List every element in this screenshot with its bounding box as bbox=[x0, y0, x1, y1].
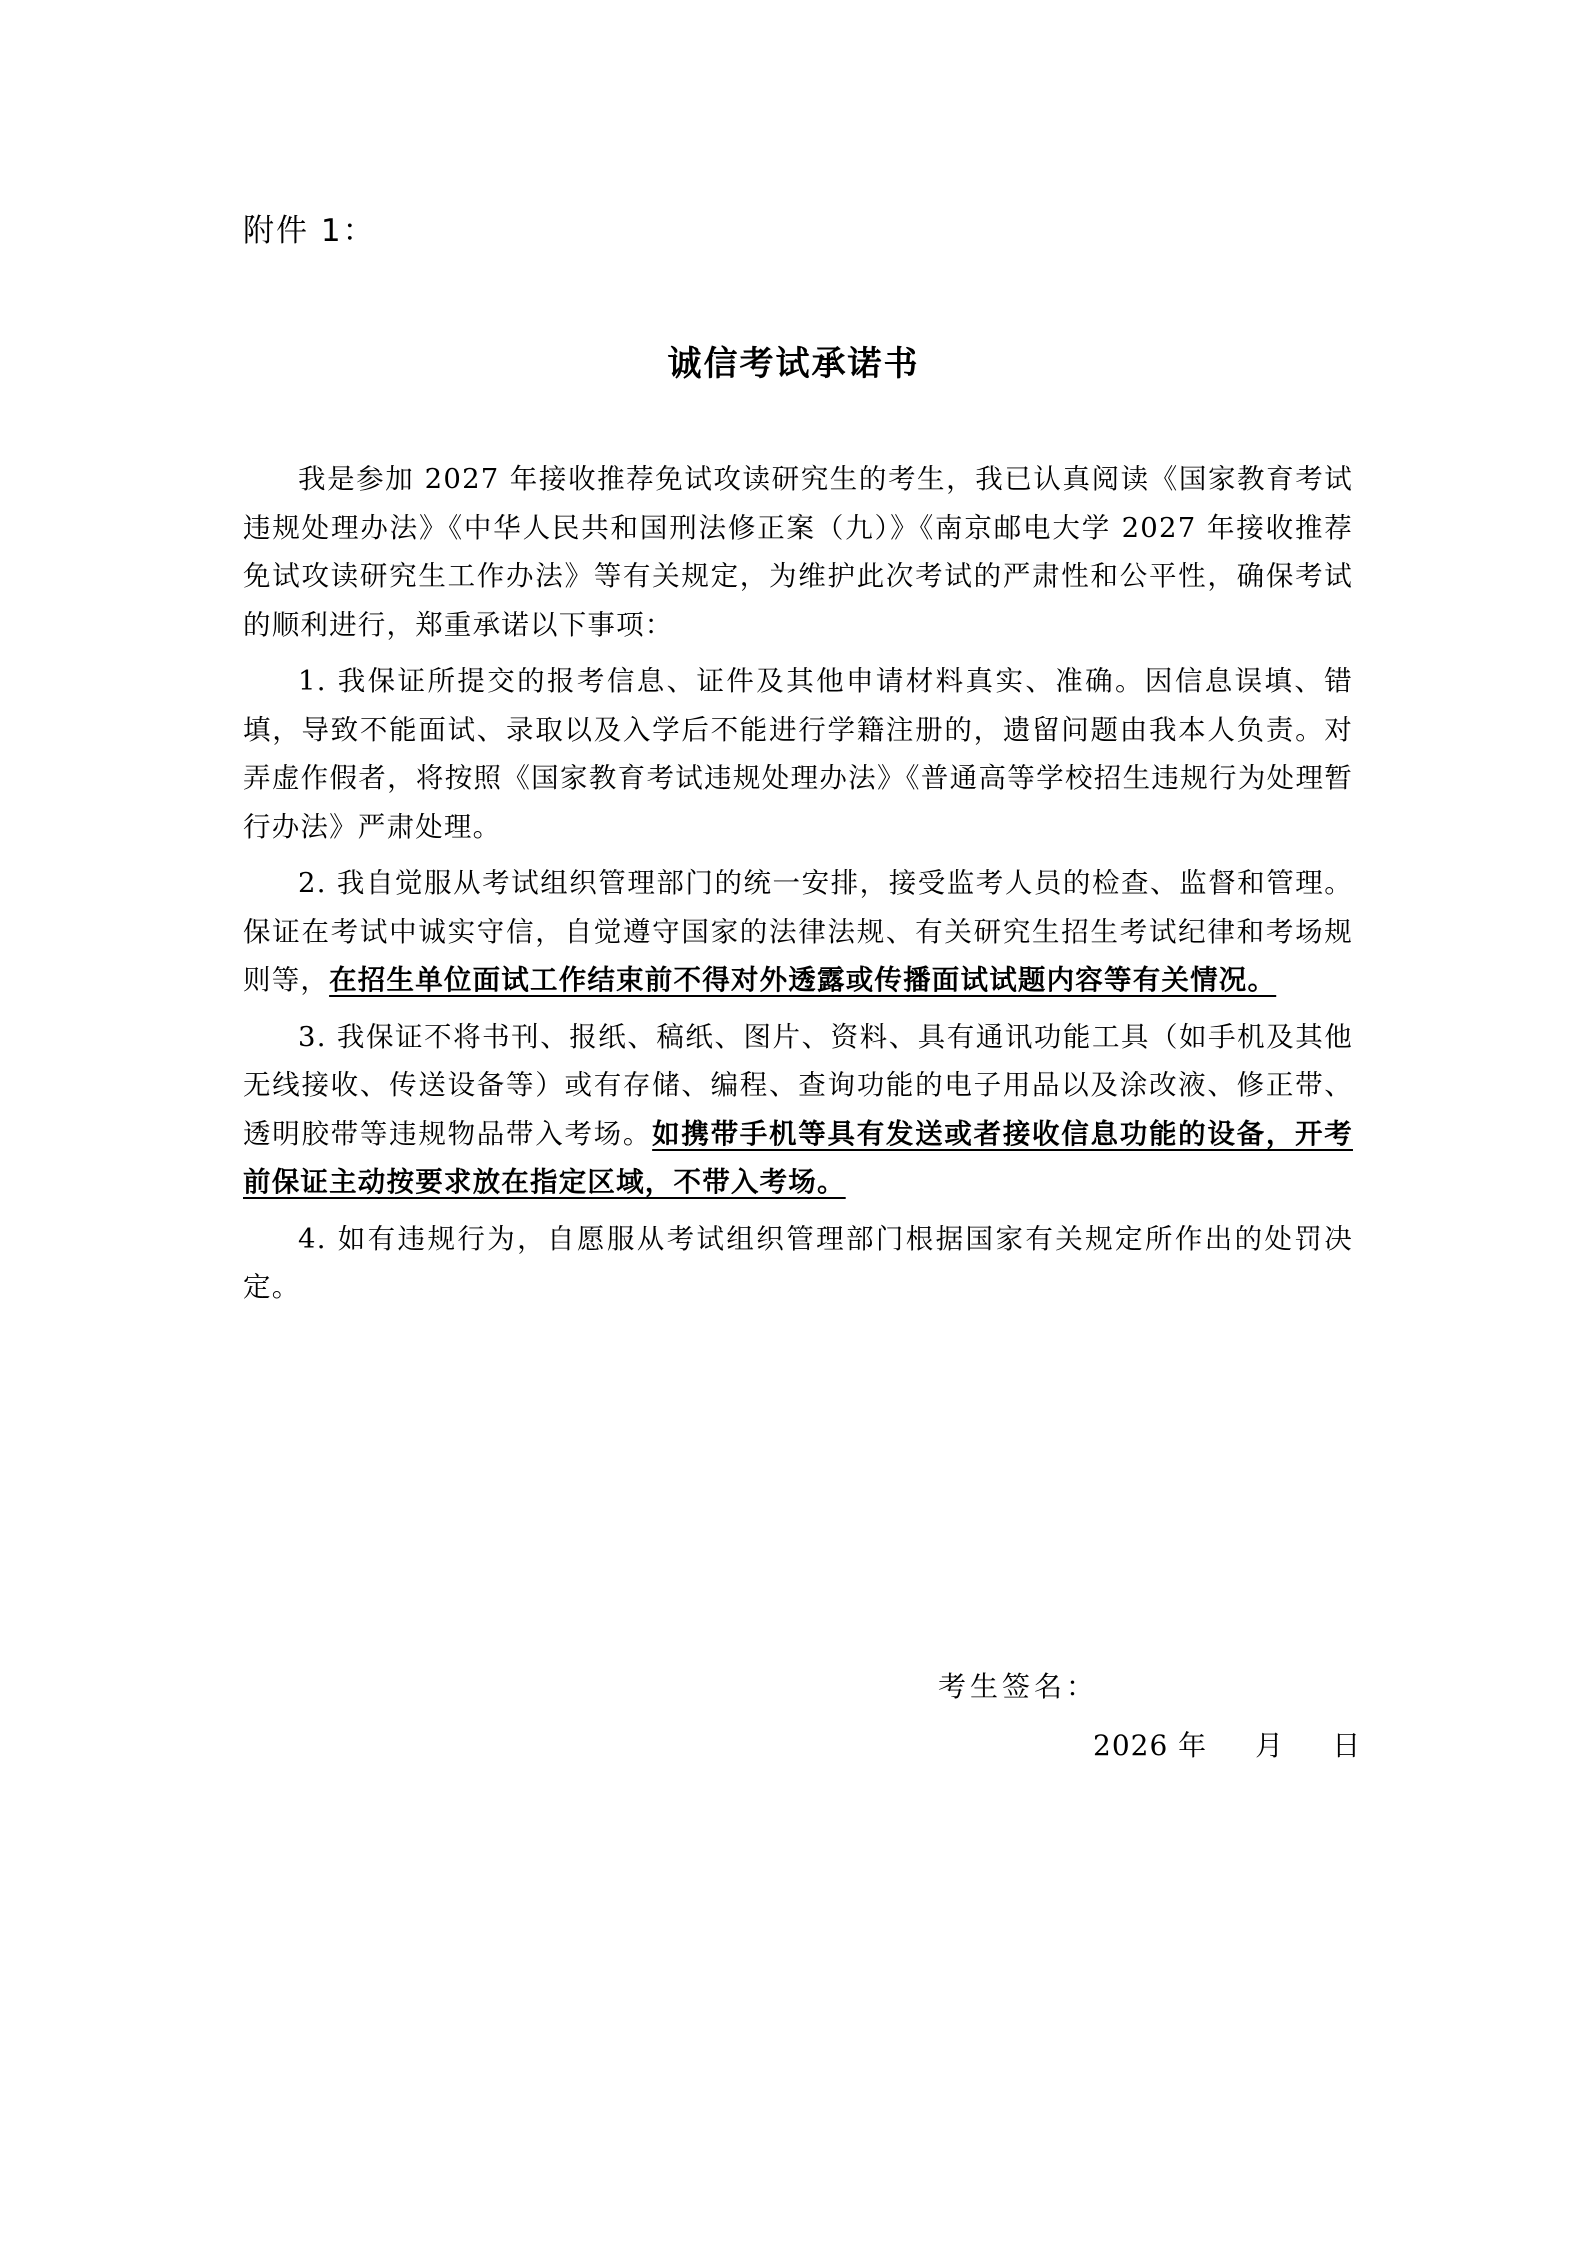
commitment-item-2-emphasis: 在招生单位面试工作结束前不得对外透露或传播面试试题内容等有关情况。 bbox=[329, 964, 1277, 996]
commitment-item-3-text: 3. 我保证不将书刊、报纸、稿纸、图片、资料、具有通讯功能工具（如手机及其他无线接收、传送设备等）或有存储、编程、查询功能的电子用品以及涂改液、修正带、透明胶带等违规物品带入考场。 bbox=[243, 1020, 1353, 1150]
attachment-label: 附件 1： bbox=[243, 213, 376, 249]
date-day: 日 bbox=[1332, 1729, 1362, 1762]
intro-paragraph: 我是参加 2027 年接收推荐免试攻读研究生的考生，我已认真阅读《国家教育考试违规处理办法》《中华人民共和国刑法修正案（九）》《南京邮电大学 2027 年接收推荐免试攻读研究生工作办法》等有关规定，为维护此次考试的严肃性和公平性，确保考试的顺利进行，郑重承诺以下事项： bbox=[243, 463, 1353, 641]
commitment-item-1-text: 1. 我保证所提交的报考信息、证件及其他申请材料真实、准确。因信息误填、错填，导致不能面试、录取以及入学后不能进行学籍注册的，遗留问题由我本人负责。对弄虚作假者，将按照《国家教育考试违规处理办法》《普通高等学校招生违规行为处理暂行办法》严肃处理。 bbox=[243, 665, 1353, 843]
date-year: 2026 年 bbox=[1093, 1729, 1208, 1762]
commitment-item-4-text: 4. 如有违规行为，自愿服从考试组织管理部门根据国家有关规定所作出的处罚决定。 bbox=[243, 1222, 1353, 1303]
document-body bbox=[243, 455, 1353, 1320]
commitment-item-4 bbox=[243, 1215, 1353, 1312]
signature-label: 考生签名： bbox=[938, 1670, 1099, 1703]
date-month: 月 bbox=[1255, 1729, 1285, 1762]
commitment-item-3-emphasis: 如携带手机等具有发送或者接收信息功能的设备，开考前保证主动按要求放在指定区域，不带入考场。 bbox=[243, 1117, 1353, 1198]
commitment-item-1 bbox=[243, 657, 1353, 851]
date-line bbox=[1093, 1724, 1361, 1764]
commitment-item-2-text: 2. 我自觉服从考试组织管理部门的统一安排，接受监考人员的检查、监督和管理。保证在考试中诚实守信，自觉遵守国家的法律法规、有关研究生招生考试纪律和考场规则等， bbox=[243, 867, 1353, 996]
document-title: 诚信考试承诺书 bbox=[667, 344, 920, 384]
commitment-item-3 bbox=[243, 1013, 1353, 1207]
commitment-item-2 bbox=[243, 859, 1353, 1005]
